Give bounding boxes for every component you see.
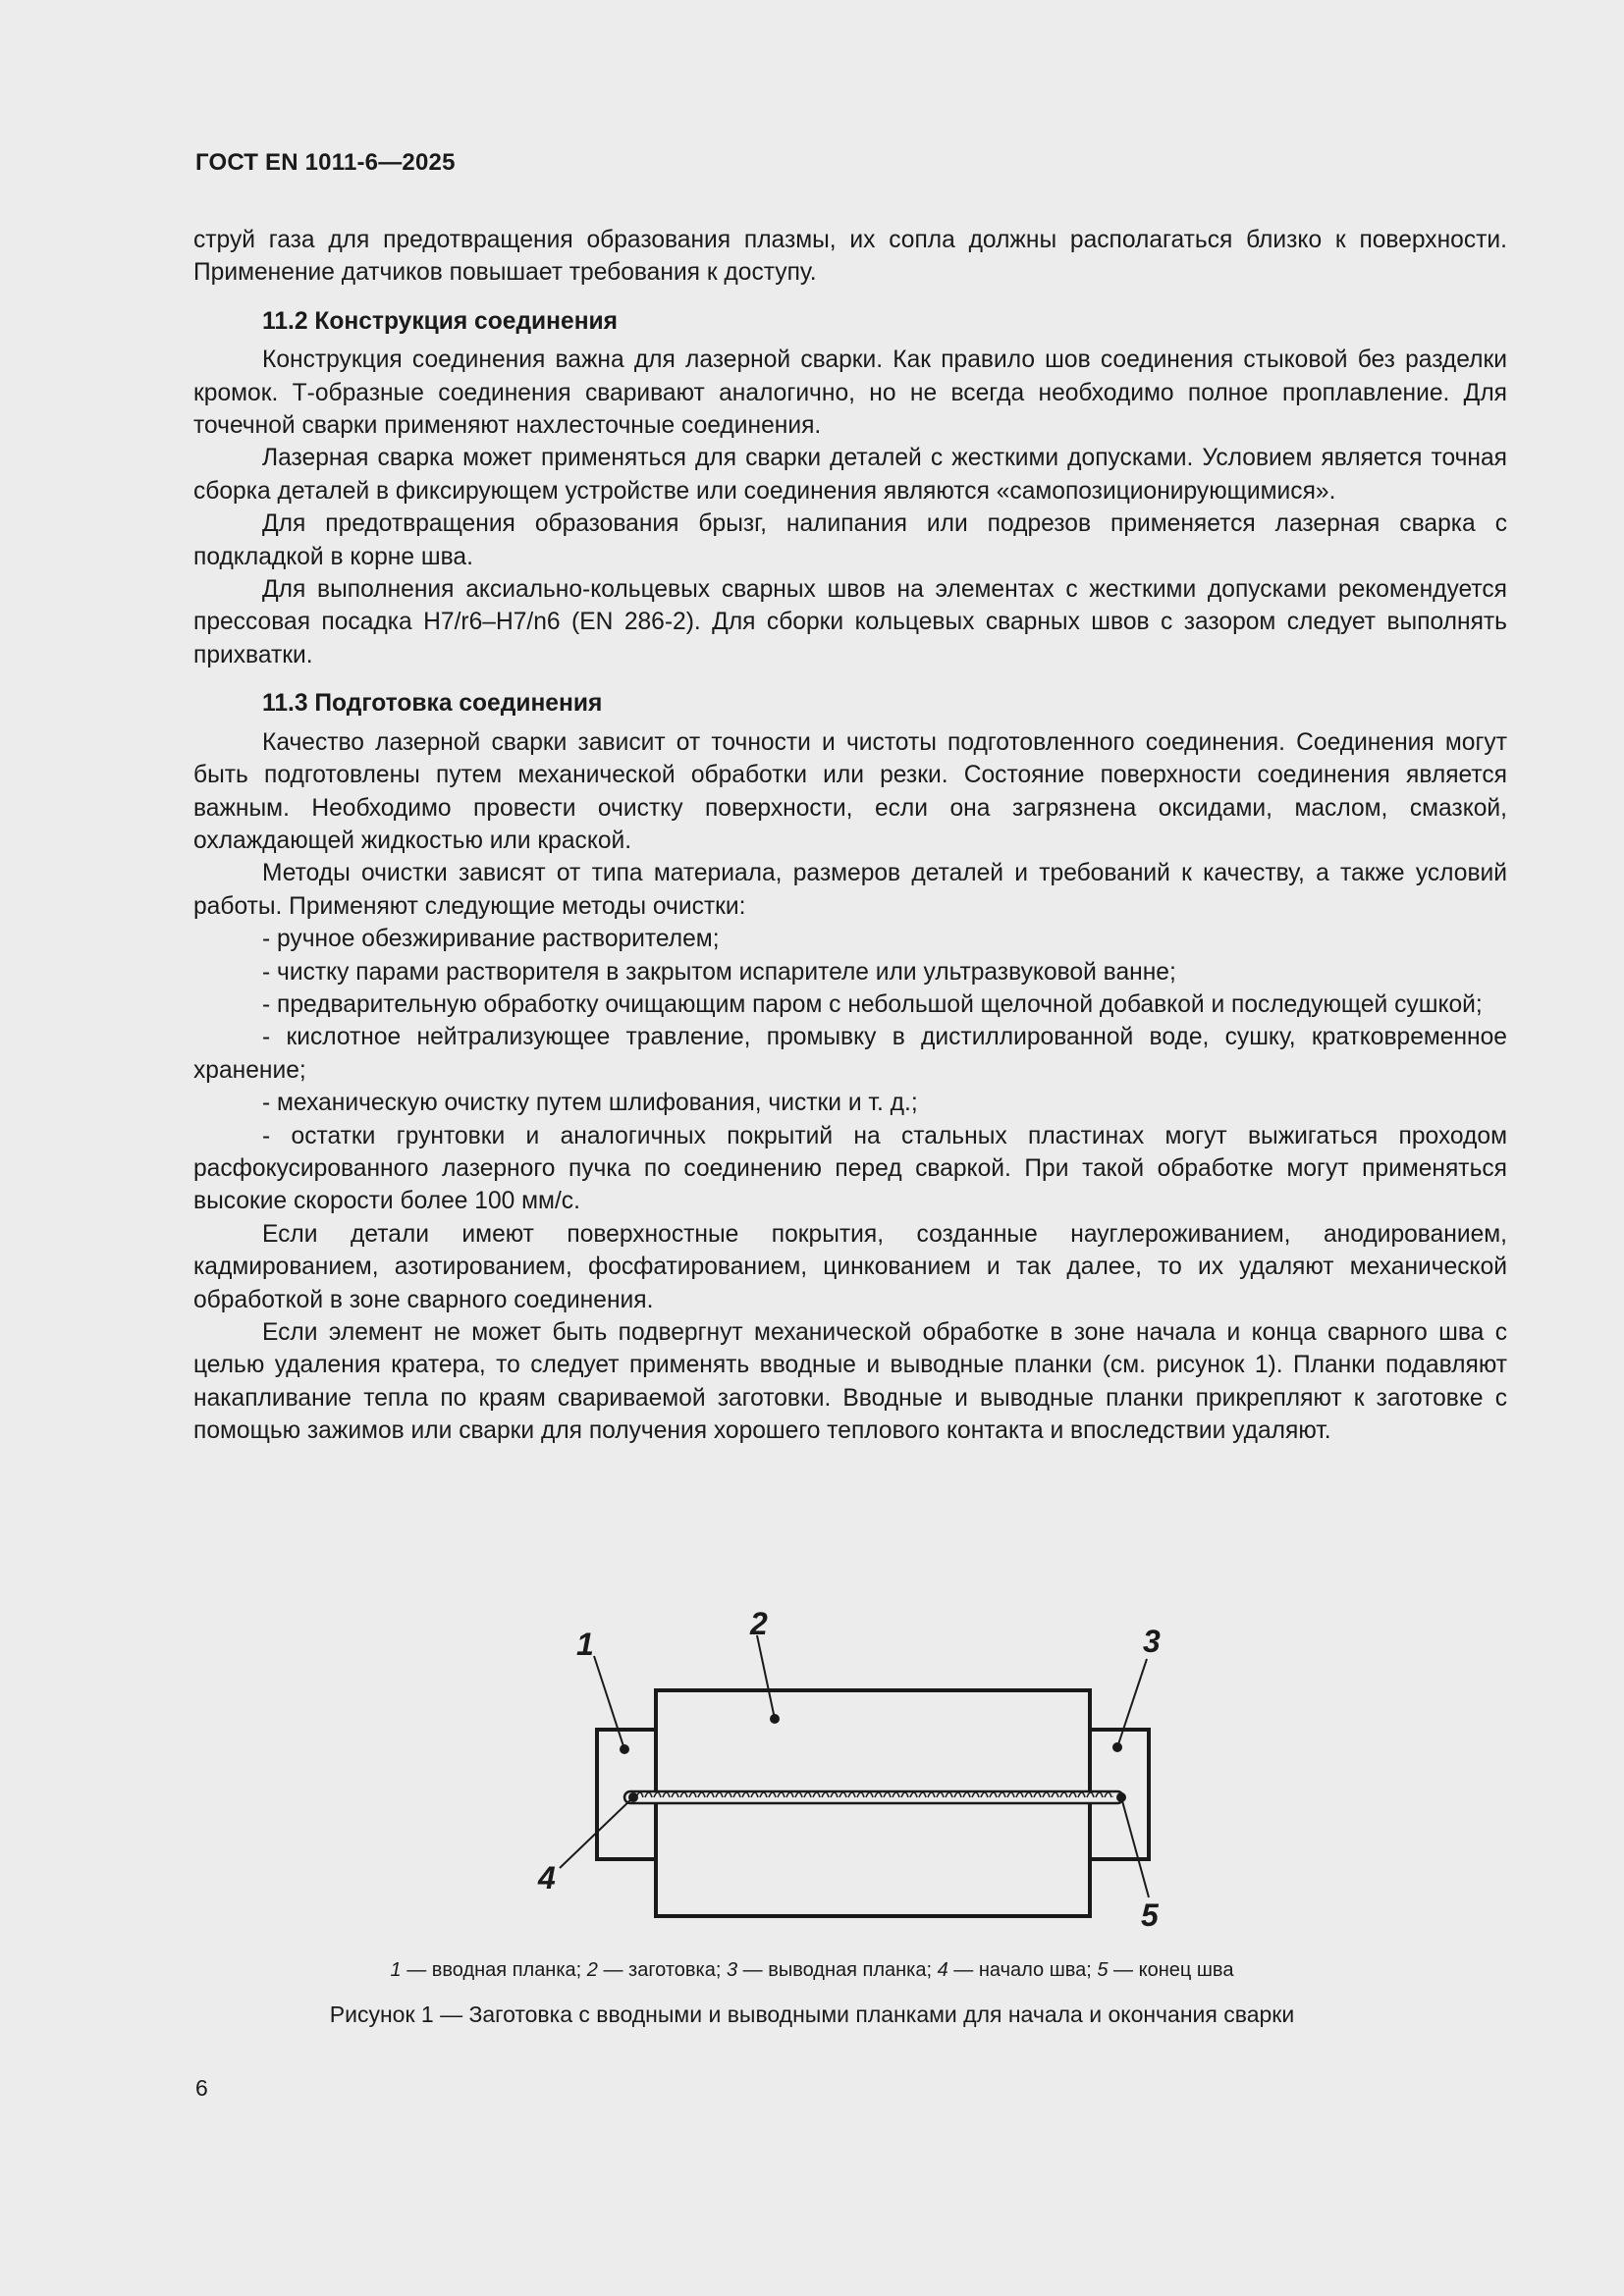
label-1: 1 — [576, 1627, 594, 1662]
paragraph: Методы очистки зависят от типа материала, размеров деталей и требований к качеству, а также условий работы. Применяют следующие методы очистки: — [193, 860, 1507, 920]
label-3: 3 — [1143, 1624, 1161, 1659]
paragraph: Если детали имеют поверхностные покрытия, созданные науглероживанием, анодированием, кадмированием, азотированием, фосфатированием, цинкованием и так далее, то их удаляют механической обработкой в зоне сварного соединения. — [193, 1220, 1507, 1313]
paragraph: Качество лазерной сварки зависит от точности и чистоты подготовленного соединения. Соединения могут быть подготовлены путем механической обработки или резки. Состояние поверхности соединения является важным. Необходимо провести очистку поверхности, если она загрязнена оксидами, маслом, смазкой, охлаждающей жидкостью или краской. — [193, 728, 1507, 854]
list-item: - чистку парами растворителя в закрытом испарителе или ультразвуковой ванне; — [262, 958, 1176, 986]
figure-caption: Рисунок 1 — Заготовка с вводными и выводными планками для начала и окончания сварки — [329, 2002, 1295, 2027]
paragraph: Если элемент не может быть подвергнут механической обработке в зоне начала и конца сварного шва с целью удаления кратера, то следует применять вводные и выводные планки (см. рисунок 1). Планки подавляют накапливание тепла по краям свариваемой заготовки. Вводные и выводные планки прикрепляют к заготовке с помощью зажимов или сварки для получения хорошего теплового контакта и впоследствии удаляют. — [193, 1319, 1507, 1445]
paragraph: Конструкция соединения важна для лазерной сварки. Как правило шов соединения стыковой без разделки кромок. Т-образные соединения сваривают аналогично, но не всегда необходимо полное проплавление. Для точечной сварки применяют нахлесточные соединения. — [193, 347, 1507, 440]
paragraph: Для выполнения аксиально-кольцевых сварных швов на элементах с жесткими допусками рекомендуется прессовая посадка H7/r6–H7/n6 (EN 286-2). Для сборки кольцевых сварных швов с зазором следует выполнять прихватки. — [193, 576, 1507, 668]
document-body — [193, 224, 1507, 1448]
page-number: 6 — [195, 2075, 208, 2101]
label-4: 4 — [538, 1860, 556, 1896]
figure-1-diagram — [520, 1598, 1188, 1932]
section-heading-11-3: 11.3 Подготовка соединения — [262, 690, 603, 718]
list-item: - предварительную обработку очищающим паром с небольшой щелочной добавкой и последующей сушкой; — [262, 990, 1483, 1018]
paragraph: Для предотвращения образования брызг, налипания или подрезов применяется лазерная сварка с подкладкой в корне шва. — [193, 510, 1507, 570]
label-5: 5 — [1141, 1897, 1159, 1932]
weld-seam — [624, 1791, 1123, 1803]
list-item: - ручное обезжиривание растворителем; — [262, 926, 720, 953]
list-item: - кислотное нейтрализующее травление, промывку в дистиллированной воде, сушку, кратковременное хранение; — [193, 1024, 1507, 1084]
document-header: ГОСТ EN 1011-6—2025 — [195, 149, 456, 176]
paragraph: струй газа для предотвращения образования плазмы, их сопла должны располагаться близко к поверхности. Применение датчиков повышает требования к доступу. — [193, 227, 1507, 287]
list-item: - механическую очистку путем шлифования, чистки и т. д.; — [262, 1090, 918, 1117]
figure-legend: 1 — вводная планка; 2 — заготовка; 3 — выводная планка; 4 — начало шва; 5 — конец шва — [390, 1959, 1234, 1981]
list-item: - остатки грунтовки и аналогичных покрытий на стальных пластинах могут выжигаться проходом расфокусированного лазерного пучка по соединению перед сваркой. При такой обработке могут применяться высокие скорости более 100 мм/с. — [193, 1122, 1507, 1215]
section-heading-11-2: 11.2 Конструкция соединения — [262, 307, 619, 335]
paragraph: Лазерная сварка может применяться для сварки деталей с жесткими допусками. Условием является точная сборка деталей в фиксирующем устройстве или соединения являются «самопозиционирующимися». — [193, 445, 1507, 505]
label-2: 2 — [750, 1606, 768, 1641]
